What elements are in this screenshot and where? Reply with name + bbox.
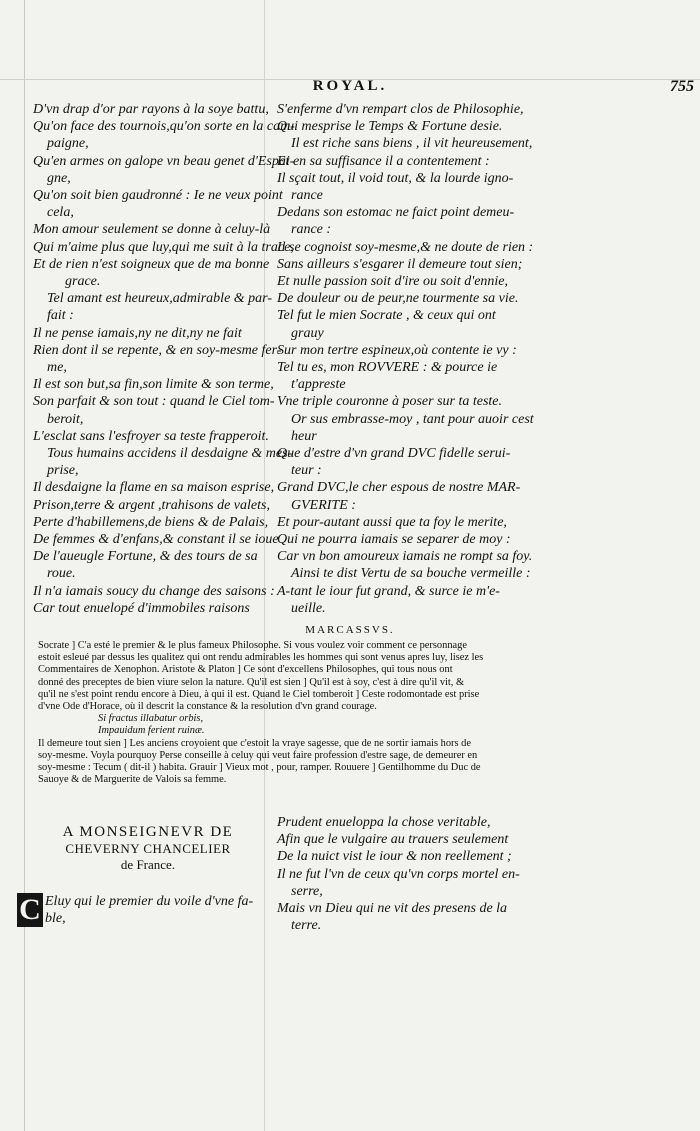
verse-line: Et de rien n'est soigneux que de ma bonne	[33, 256, 270, 272]
dedication-verse-line: Prudent enueloppa la chose veritable,	[277, 815, 491, 830]
verse-line: Sans ailleurs s'esgarer il demeure tout sien;	[277, 256, 523, 272]
verse-line: Il sçait tout, il void tout, & la lourde igno-	[277, 170, 514, 186]
verse-line: Ainsi te dist Vertu de sa bouche vermeille :	[291, 566, 531, 582]
dedication-verse-right	[277, 814, 520, 934]
commentary-line: estoit esleué par dessus les qualitez qui ont rendu admirables les hommes qui sont venus apres luy, lisez les	[38, 652, 484, 664]
dedication-title	[30, 824, 266, 873]
verse-line: Prison,terre & argent ,trahisons de valets,	[33, 497, 270, 513]
dedication-line-3: de France.	[120, 857, 176, 872]
verse-line: Tel amant est heureux,admirable & par-	[47, 291, 272, 307]
commentary-line: soy-mesme. Voyla pourquoy Perse conseille à celuy qui veut faire profession d'estre sage, de demeurer en	[38, 749, 478, 761]
commentary-line: qu'il ne s'est point rendu encore à Dieu, à qui il est. Quand le Ciel tomberoit ] Ceste rodomontade est prise	[38, 688, 480, 700]
commentary-line: Sauoye & de Marguerite de Valois sa femme.	[38, 774, 227, 786]
dedication-line-1: A MONSEIGNEVR DE	[62, 824, 234, 840]
verse-line: De femmes & d'enfans,& constant il se ioue	[33, 532, 279, 548]
verse-line: prise,	[47, 463, 79, 479]
dedication-verse-line: Eluy qui le premier du voile d'vne fa-	[45, 894, 254, 909]
dedication-verse-line: De la nuict vist le iour & non reellement ;	[277, 849, 512, 865]
verse-line: S'enferme d'vn rempart clos de Philosophie,	[277, 102, 524, 117]
verse-line: Car tout enuelopé d'immobiles raisons	[33, 600, 250, 616]
dedication-verse-line: Afin que le vulgaire au trauers seulement	[277, 832, 509, 848]
dedication-verse-line: Il ne fut l'vn de ceux qu'vn corps mortel en-	[277, 866, 520, 882]
verse-line: heur	[291, 428, 317, 444]
verse-line: Vne triple couronne à poser sur ta teste.	[277, 394, 503, 410]
dedication-verse-line: Mais vn Dieu qui ne vit des presens de la	[277, 901, 508, 917]
verse-line: Et pour-autant aussi que ta foy le merite,	[277, 514, 507, 530]
commentary-line: Il demeure tout sien ] Les anciens croyoient que c'estoit la vraye sagesse, que de ne sortir iamais hors de	[38, 737, 471, 749]
verse-line: Tous humains accidens il desdaigne & mes-	[47, 446, 293, 462]
verse-line: rance	[291, 188, 323, 204]
verse-line: Il se cognoist soy-mesme,& ne doute de rien :	[277, 239, 534, 255]
verse-line: Et nulle passion soit d'ire ou soit d'ennie,	[277, 274, 509, 290]
verse-line: A-tant le iour fut grand, & surce ie m'e-	[277, 583, 500, 599]
verse-line: Que d'estre d'vn grand DVC fidelle serui-	[277, 446, 511, 462]
verse-line: Il est son but,sa fin,son limite & son terme,	[33, 377, 274, 393]
commentary-notes	[38, 640, 510, 786]
verse-line: Il desdaigne la flame en sa maison esprise,	[33, 480, 275, 496]
verse-line: Qu'on soit bien gaudronné : Ie ne veux point	[33, 188, 283, 204]
verse-line: Or sus embrasse-moy , tant pour auoir cest	[291, 411, 534, 427]
commentary-line: soy-mesme : Tecum ( dit-il ) habita. Grauir ] Vieux mot , pour, ramper. Rouuere ] Gentilhomme du Duc de	[38, 762, 481, 774]
dedication-verse-line: terre.	[291, 918, 322, 934]
verse-line: Grand DVC,le cher espous de nostre MAR-	[277, 480, 521, 496]
verse-line: Qui ne pourra iamais se separer de moy :	[277, 532, 511, 548]
verse-line: Rien dont il se repente, & en soy-mesme fer-	[33, 342, 282, 358]
verse-line: rance :	[291, 222, 332, 238]
verse-line: Et en sa suffisance il a contentement :	[277, 153, 490, 169]
verse-line: Mon amour seulement se donne à celuy-là	[33, 222, 271, 238]
dedication-verse-left	[45, 893, 265, 927]
verse-line: Il ne pense iamais,ny ne dit,ny ne fait	[33, 325, 242, 341]
verse-line: grauy	[291, 325, 324, 341]
commentary-line: Socrate ] C'a esté le premier & le plus fameux Philosophe. Si vous voulez voir comment ce personnage	[38, 640, 467, 651]
verse-line: grace.	[65, 274, 101, 290]
running-head: ROYAL.	[312, 78, 388, 94]
verse-line: Son parfait & son tout : quand le Ciel tom-	[33, 394, 275, 410]
verse-line: Car vn bon amoureux iamais ne rompt sa foy.	[277, 549, 533, 565]
verse-line: beroit,	[47, 411, 84, 427]
verse-line: Tel tu es, mon ROVVERE : & pource ie	[277, 360, 498, 376]
commentary-line: Si fractus illabatur orbis,	[98, 713, 204, 725]
verse-line: me,	[47, 360, 67, 376]
verse-line: fait :	[47, 308, 74, 324]
verse-line: Sur mon tertre espineux,où contente ie vy :	[277, 342, 517, 358]
verse-line: Dedans son estomac ne faict point demeu-	[277, 205, 515, 221]
verse-line: roue.	[47, 566, 76, 582]
verse-line: Qui m'aime plus que luy,qui me suit à la trace,	[33, 239, 294, 255]
verse-line: Tel fut le mien Socrate , & ceux qui ont	[277, 308, 496, 324]
verse-line: L'esclat sans l'esfroyer sa teste frapperoit.	[33, 428, 269, 444]
verse-line: cela,	[47, 205, 74, 221]
verse-line: D'vn drap d'or par rayons à la soye battu,	[33, 102, 269, 117]
verse-line: paigne,	[47, 136, 89, 152]
page-fold-line	[24, 0, 25, 1131]
commentary-heading: MARCASSVS.	[305, 624, 395, 636]
commentary-line: donné des preceptes de bien viure selon la nature. Qu'il est sien ] Qu'il est à soy, c'est à dire qu'il vit, &	[38, 676, 465, 688]
commentary-line: Commentaires de Xenophon. Aristote & Platon ] Ce sont d'excellens Philosophes, qui tous nous ont	[38, 664, 453, 676]
verse-column-left	[33, 101, 295, 617]
verse-line: Il n'a iamais soucy du change des saisons :	[33, 583, 275, 599]
dedication-verse-line: serre,	[291, 883, 323, 899]
dedication-line-2: CHEVERNY CHANCELIER	[65, 841, 231, 856]
verse-line: teur :	[291, 463, 322, 479]
verse-line: Qu'on face des tournois,qu'on sorte en la cam-	[33, 119, 295, 135]
verse-line: Qui mesprise le Temps & Fortune desie.	[277, 119, 503, 135]
verse-line: Il est riche sans biens , il vit heureusement,	[291, 136, 533, 152]
verse-line: ueille.	[291, 600, 326, 616]
commentary-line: d'vne Ode d'Horace, où il descrit la constance & la resolution d'vn grand courage.	[38, 701, 377, 713]
commentary-line: Impauidum ferient ruinæ.	[98, 725, 205, 737]
dedication-verse-line: ble,	[45, 911, 66, 926]
verse-line: GVERITE :	[291, 497, 356, 513]
verse-line: t'appreste	[291, 377, 346, 393]
verse-line: De douleur ou de peur,ne tourmente sa vie.	[277, 291, 519, 307]
verse-line: Qu'en armes on galope vn beau genet d'Espai-	[33, 153, 295, 169]
page-number: 755	[670, 78, 694, 95]
verse-line: De l'aueugle Fortune, & des tours de sa	[33, 549, 258, 565]
verse-line: Perte d'habillemens,de biens & de Palais,	[33, 514, 269, 530]
decorated-initial: C	[17, 893, 43, 927]
verse-column-right	[277, 101, 534, 617]
verse-line: gne,	[47, 170, 71, 186]
